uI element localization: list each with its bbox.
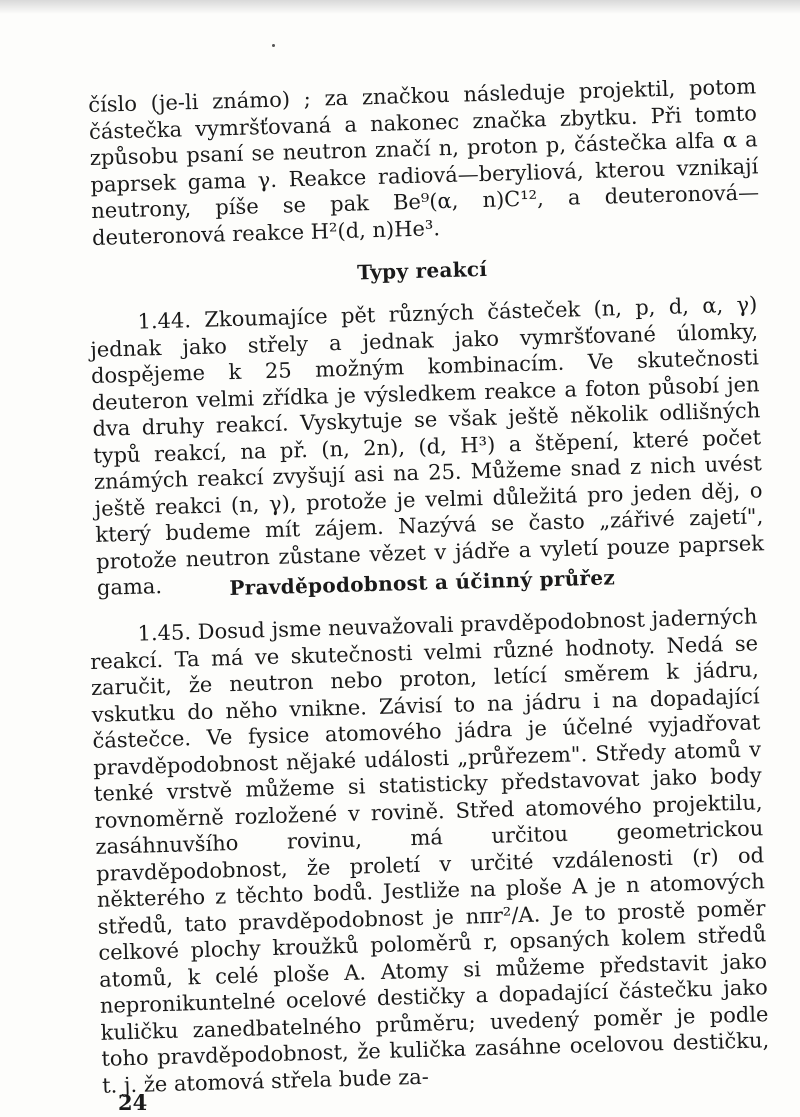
heading-types-of-reactions: Typy reakcí [356, 256, 488, 285]
intro-paragraph: číslo (je-li známo) ; za značkou následuje projektil, potom částečka vymršťovaná a nakonec značka zbytku. Při tomto způsobu psaní se neutron značí n, proton p, částečka alfa α a paprsek gama γ. Reakce radiová—beryliová, kterou vznikají neutrony, píše se pak Be⁹(α, n)C¹², a deuteronová—deuteronová reakce H²(d, n)He³. [88, 74, 760, 250]
page-top-edge [0, 0, 800, 14]
page-number: 24 [118, 1090, 148, 1115]
heading-probability-cross-section: Pravděpodobnost a účinný průřez [229, 565, 616, 601]
probability-section [88, 561, 770, 1098]
scan-speck [272, 44, 275, 47]
types-section [88, 249, 765, 601]
intro-section [88, 73, 760, 251]
paragraph-1-44: 1.44. Zkoumajíce pět různých částeček (n, p, d, α, γ) jednak jako střely a jednak jako vymršťované úlomky, dospějeme k 25 možným kombinacím. Ve skutečnosti deuteron velmi zřídka je výsledkem reakce a foton působí jen dva druhy reakcí. Vyskytuje se však ještě několik odlišných typů reakcí, na př. (n, 2n), (d, H³) a štěpení, které počet známých reakcí zvyšují asi na 25. Můžeme snad z nich uvést ještě reakci (n, γ), protože je velmi důležitá pro jeden děj, o který budeme mít zájem. Nazývá se často „zářivé zajetí", protože neutron zůstane vězet v jádře a vyletí pouze paprsek gama. [89, 292, 765, 600]
paragraph-1-45: 1.45. Dosud jsme neuvažovali pravděpodobnost jaderných reakcí. Ta má ve skutečnosti velmi různé hodnoty. Nedá se zaručit, že neutron nebo proton, letící směrem k jádru, vskutku do něho vnikne. Závisí to na jádru i na dopadající částečce. Ve fysice atomového jádra je účelné vyjadřovat pravděpodobnost nějaké události „průřezem". Středy atomů v tenké vrstvě můžeme si statisticky představovat jako body rovnoměrně rozložené v rovině. Střed atomového projektilu, zasáhnuvšího rovinu, má určitou geometrickou pravděpodobnost, že proletí v určité vzdálenosti (r) od některého z těchto bodů. Jestliže na ploše A je n atomových středů, tato pravděpodobnost je nπr²/A. Je to prostě poměr celkové plochy kroužků poloměrů r, opsaných kolem středů atomů, k celé ploše A. Atomy si můžeme představit jako nepronikuntelné ocelové destičky a dopadající částečku jako kuličku zanedbatelného průměru; uvedený poměr je podle toho pravděpodobnost, že kulička zasáhne ocelovou destičku, t. j. že atomová střela bude za- [89, 604, 770, 1098]
